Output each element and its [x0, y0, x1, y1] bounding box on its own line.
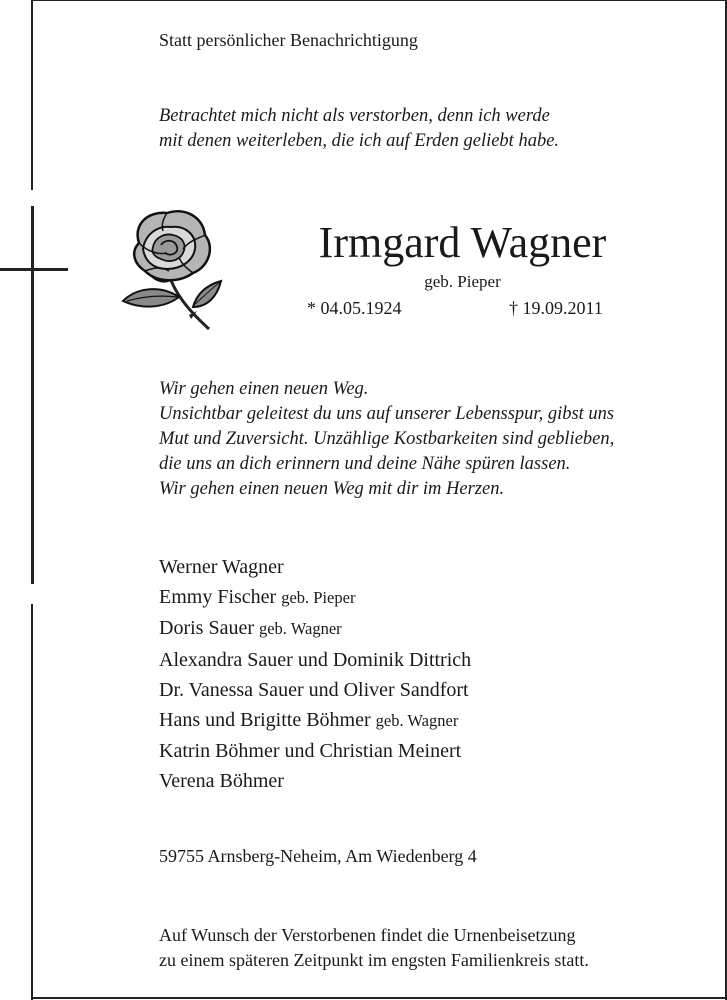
cross-icon-bar — [0, 268, 68, 271]
mourner-row — [159, 675, 471, 705]
mourner-row — [159, 736, 471, 766]
quote-line: Betrachtet mich nicht als verstorben, denn ich werde — [159, 106, 550, 126]
mourner-name: Alexandra Sauer und Dominik Dittrich — [159, 648, 472, 671]
cross-icon — [31, 0, 33, 190]
mourner-name: Katrin Böhmer und Christian Meinert — [159, 740, 462, 763]
mourner-name: Doris Sauer — [159, 617, 254, 640]
mourner-birth-name: geb. Wagner — [375, 711, 459, 731]
mourner-row — [159, 645, 471, 675]
quote-block — [159, 104, 559, 154]
mourner-row — [159, 766, 471, 796]
deceased-name: Irmgard Wagner — [318, 218, 607, 267]
mourner-birth-name: geb. Pieper — [281, 588, 356, 608]
poem-block — [159, 377, 614, 502]
mourner-name: Dr. Vanessa Sauer und Oliver Sandfort — [159, 678, 469, 701]
note-line: zu einem späteren Zeitpunkt im engsten Familienkreis statt. — [159, 950, 589, 970]
frame-left-border — [31, 604, 33, 1000]
poem-line: Unsichtbar geleitest du uns auf unserer Lebensspur, gibst uns — [159, 404, 615, 424]
mourner-row — [159, 582, 471, 613]
mourner-name: Werner Wagner — [159, 556, 284, 578]
deceased-birth-name: geb. Pieper — [424, 272, 501, 291]
mourners-list — [159, 552, 471, 797]
birth-date: * 04.05.1924 — [307, 298, 402, 318]
mourner-row — [159, 552, 471, 582]
frame-top-border — [31, 0, 727, 1]
frame-bottom-border — [31, 997, 727, 999]
mourner-name: Verena Böhmer — [159, 770, 284, 793]
mourner-name: Emmy Fischer — [159, 586, 277, 609]
address-text: 59755 Arnsberg-Neheim, Am Wiedenberg 4 — [159, 846, 477, 866]
mourner-row — [159, 613, 471, 644]
mourner-birth-name: geb. Wagner — [258, 619, 342, 639]
poem-line: die uns an dich erinnern und deine Nähe spüren lassen. — [159, 454, 571, 474]
note-line: Auf Wunsch der Verstorbenen findet die Urnenbeisetzung — [159, 925, 576, 945]
intro-text: Statt persönlicher Benachrichtigung — [159, 30, 418, 50]
death-date: † 19.09.2011 — [509, 298, 603, 318]
poem-line: Wir gehen einen neuen Weg mit dir im Herzen. — [159, 479, 505, 499]
mourner-row — [159, 705, 471, 736]
cross-icon-vertical — [31, 206, 34, 584]
poem-line: Mut und Zuversicht. Unzählige Kostbarkeiten sind geblieben, — [159, 429, 615, 449]
quote-line: mit denen weiterleben, die ich auf Erden geliebt habe. — [159, 131, 560, 151]
poem-line: Wir gehen einen neuen Weg. — [159, 379, 369, 399]
burial-note — [159, 923, 589, 973]
mourner-name: Hans und Brigitte Böhmer — [159, 709, 371, 732]
rose-icon — [117, 205, 227, 333]
